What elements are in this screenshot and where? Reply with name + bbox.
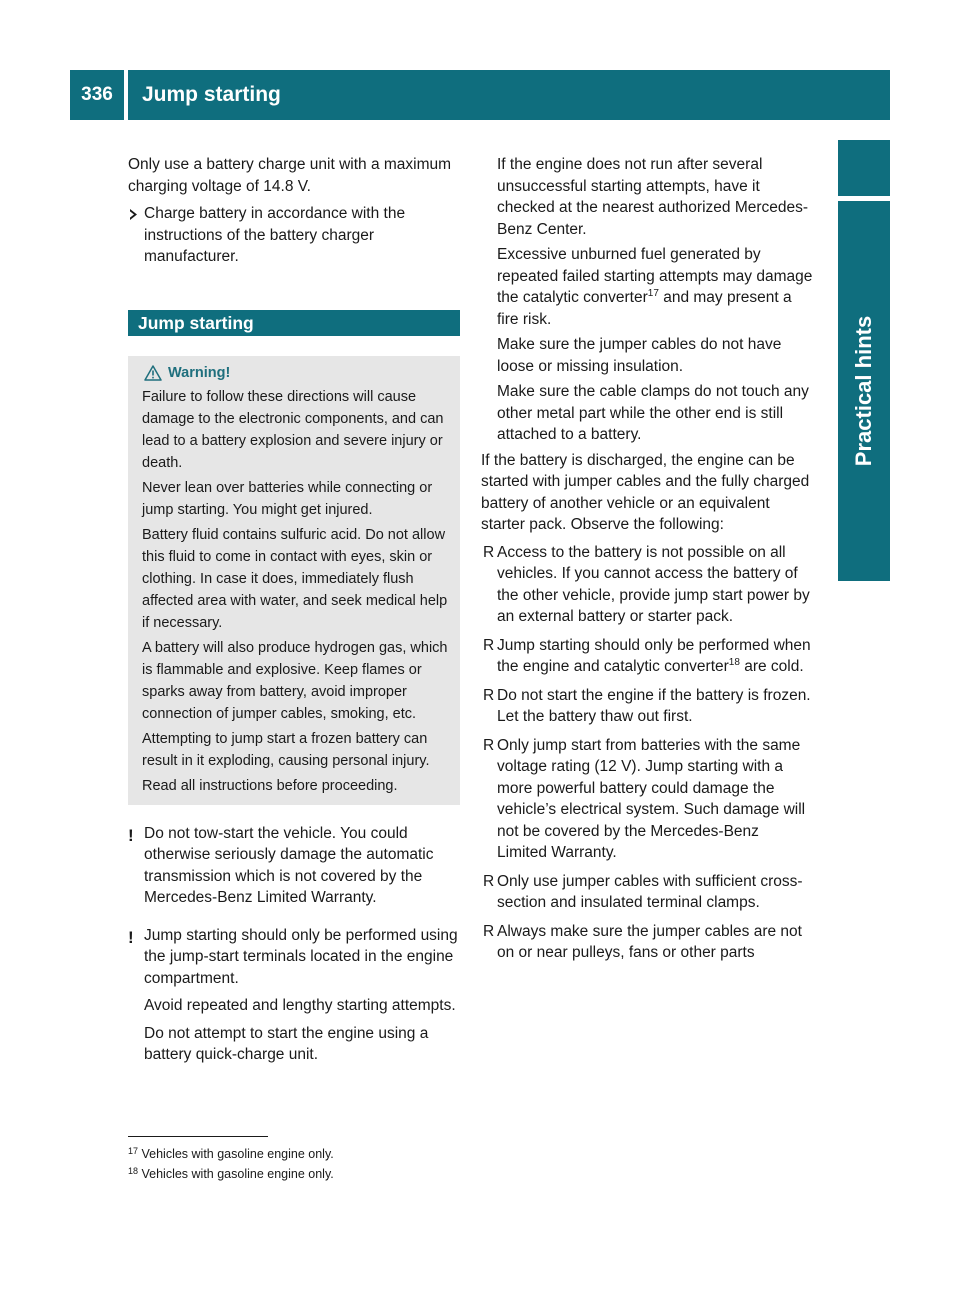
body-paragraph: Make sure the cable clamps do not touch any other metal part while the other end is still attached to a battery. (497, 383, 809, 443)
body-text: Excessive unburned fuel generated by repeated failed starting attempts may damage the catalytic converter (497, 246, 813, 306)
list-item-text: Only jump start from batteries with the same voltage rating (12 V). Jump starting with a more powerful battery could damage the vehicle’s electrical system. Such damage will not be covered by the Mercedes-Benz Limited Warranty. (497, 736, 806, 861)
side-tab (838, 201, 890, 581)
list-item-text: Access to the battery is not possible on all vehicles. If you cannot access the battery of the other vehicle, provide jump start power by an external battery or starter pack. (497, 543, 810, 625)
warning-paragraph: Attempting to jump start a frozen battery can result in it exploding, causing personal injury. (142, 730, 430, 769)
warning-paragraph: Never lean over batteries while connecting or jump starting. You might get injured. (142, 479, 433, 518)
list-item (481, 685, 813, 728)
warning-paragraph: A battery will also produce hydrogen gas, which is flammable and explosive. Keep flames or sparks away from battery, avoid improper connection of jumper cables, smoking, etc. (142, 639, 448, 722)
footnote (128, 1166, 528, 1183)
footnote-text: Vehicles with gasoline engine only. (141, 1167, 334, 1181)
footnote-ref: 17 (647, 288, 659, 299)
warning-paragraph: Battery fluid contains sulfuric acid. Do not allow this fluid to come in contact with eyes, skin or clothing. In case it does, immediately flush affected area with water, and seek medical help if necessary. (142, 526, 448, 631)
side-tab-marker (838, 140, 890, 196)
footnote-number: 17 (128, 1146, 139, 1156)
step-text: Charge battery in accordance with the instructions of the battery charger manufacturer. (144, 205, 406, 265)
instruction-step (128, 203, 460, 268)
list-item (481, 871, 813, 914)
footnote-number: 18 (128, 1166, 139, 1176)
warning-triangle-icon (144, 365, 162, 381)
notice-icon: ! (128, 927, 134, 947)
warning-box (128, 356, 460, 805)
list-item-text: are cold. (739, 658, 804, 675)
notice-text: Jump starting should only be performed using the jump-start terminals located in the engine compartment. (144, 926, 458, 987)
body-paragraph: If the engine does not run after several unsuccessful starting attempts, have it checked at the nearest authorized Mercedes-Benz Center. (497, 156, 809, 238)
page-title: Jump starting (128, 70, 890, 120)
list-item-text: Jump starting should only be performed when the engine and catalytic converter (497, 636, 811, 675)
list-item (481, 542, 813, 628)
body-paragraph: Make sure the jumper cables do not have loose or missing insulation. (497, 336, 782, 375)
notice-text: Do not tow-start the vehicle. You could otherwise seriously damage the automatic transmission which is not covered by the Mercedes-Benz Limited Warranty. (144, 824, 434, 906)
list-item (481, 635, 813, 678)
notice-jump-terminals (128, 925, 460, 990)
left-column (128, 154, 460, 1066)
list-item-text: Only use jumper cables with sufficient cross-section and insulated terminal clamps. (497, 872, 803, 911)
right-column (481, 154, 813, 964)
list-item (481, 921, 813, 964)
step-arrow-icon (129, 209, 138, 220)
footnote-text: Vehicles with gasoline engine only. (141, 1147, 334, 1161)
notice-paragraph: Do not attempt to start the engine using a battery quick-charge unit. (144, 1024, 429, 1063)
warning-paragraph: Read all instructions before proceeding. (142, 777, 398, 794)
list-item (481, 735, 813, 864)
warning-title-text: Warning! (168, 364, 231, 381)
bullet-marker: R (483, 872, 495, 890)
intro-text: Only use a battery charge unit with a maximum charging voltage of 14.8 V. (128, 156, 452, 195)
body-paragraph (481, 244, 813, 330)
warning-paragraph: Failure to follow these directions will cause damage to the electronic components, and can lead to a battery explosion and severe injury or death. (142, 388, 444, 471)
list-item-text: Always make sure the jumper cables are not on or near pulleys, fans or other parts (497, 922, 802, 961)
bullet-marker: R (483, 686, 495, 704)
body-paragraph: If the battery is discharged, the engine can be started with jumper cables and the fully charged battery of another vehicle or an equivalent starter pack. Observe the following: (481, 451, 810, 533)
section-heading: Jump starting (128, 310, 460, 336)
body-text: and may present a fire risk. (497, 289, 792, 328)
notice-icon: ! (128, 825, 134, 845)
side-tab-label: Practical hints (851, 315, 876, 467)
footnote-divider (128, 1136, 268, 1137)
footnote (128, 1146, 528, 1163)
notice-tow-start (128, 823, 460, 909)
bullet-marker: R (483, 636, 495, 654)
notice-paragraph: Avoid repeated and lengthy starting attempts. (144, 997, 456, 1014)
bullet-marker: R (483, 922, 495, 940)
warning-title (142, 362, 452, 384)
footnotes (128, 1146, 528, 1183)
footnote-ref: 18 (728, 657, 740, 668)
page-number: 336 (70, 70, 124, 120)
bullet-marker: R (483, 736, 495, 754)
bullet-marker: R (483, 543, 495, 561)
list-item-text: Do not start the engine if the battery is frozen. Let the battery thaw out first. (497, 686, 811, 725)
